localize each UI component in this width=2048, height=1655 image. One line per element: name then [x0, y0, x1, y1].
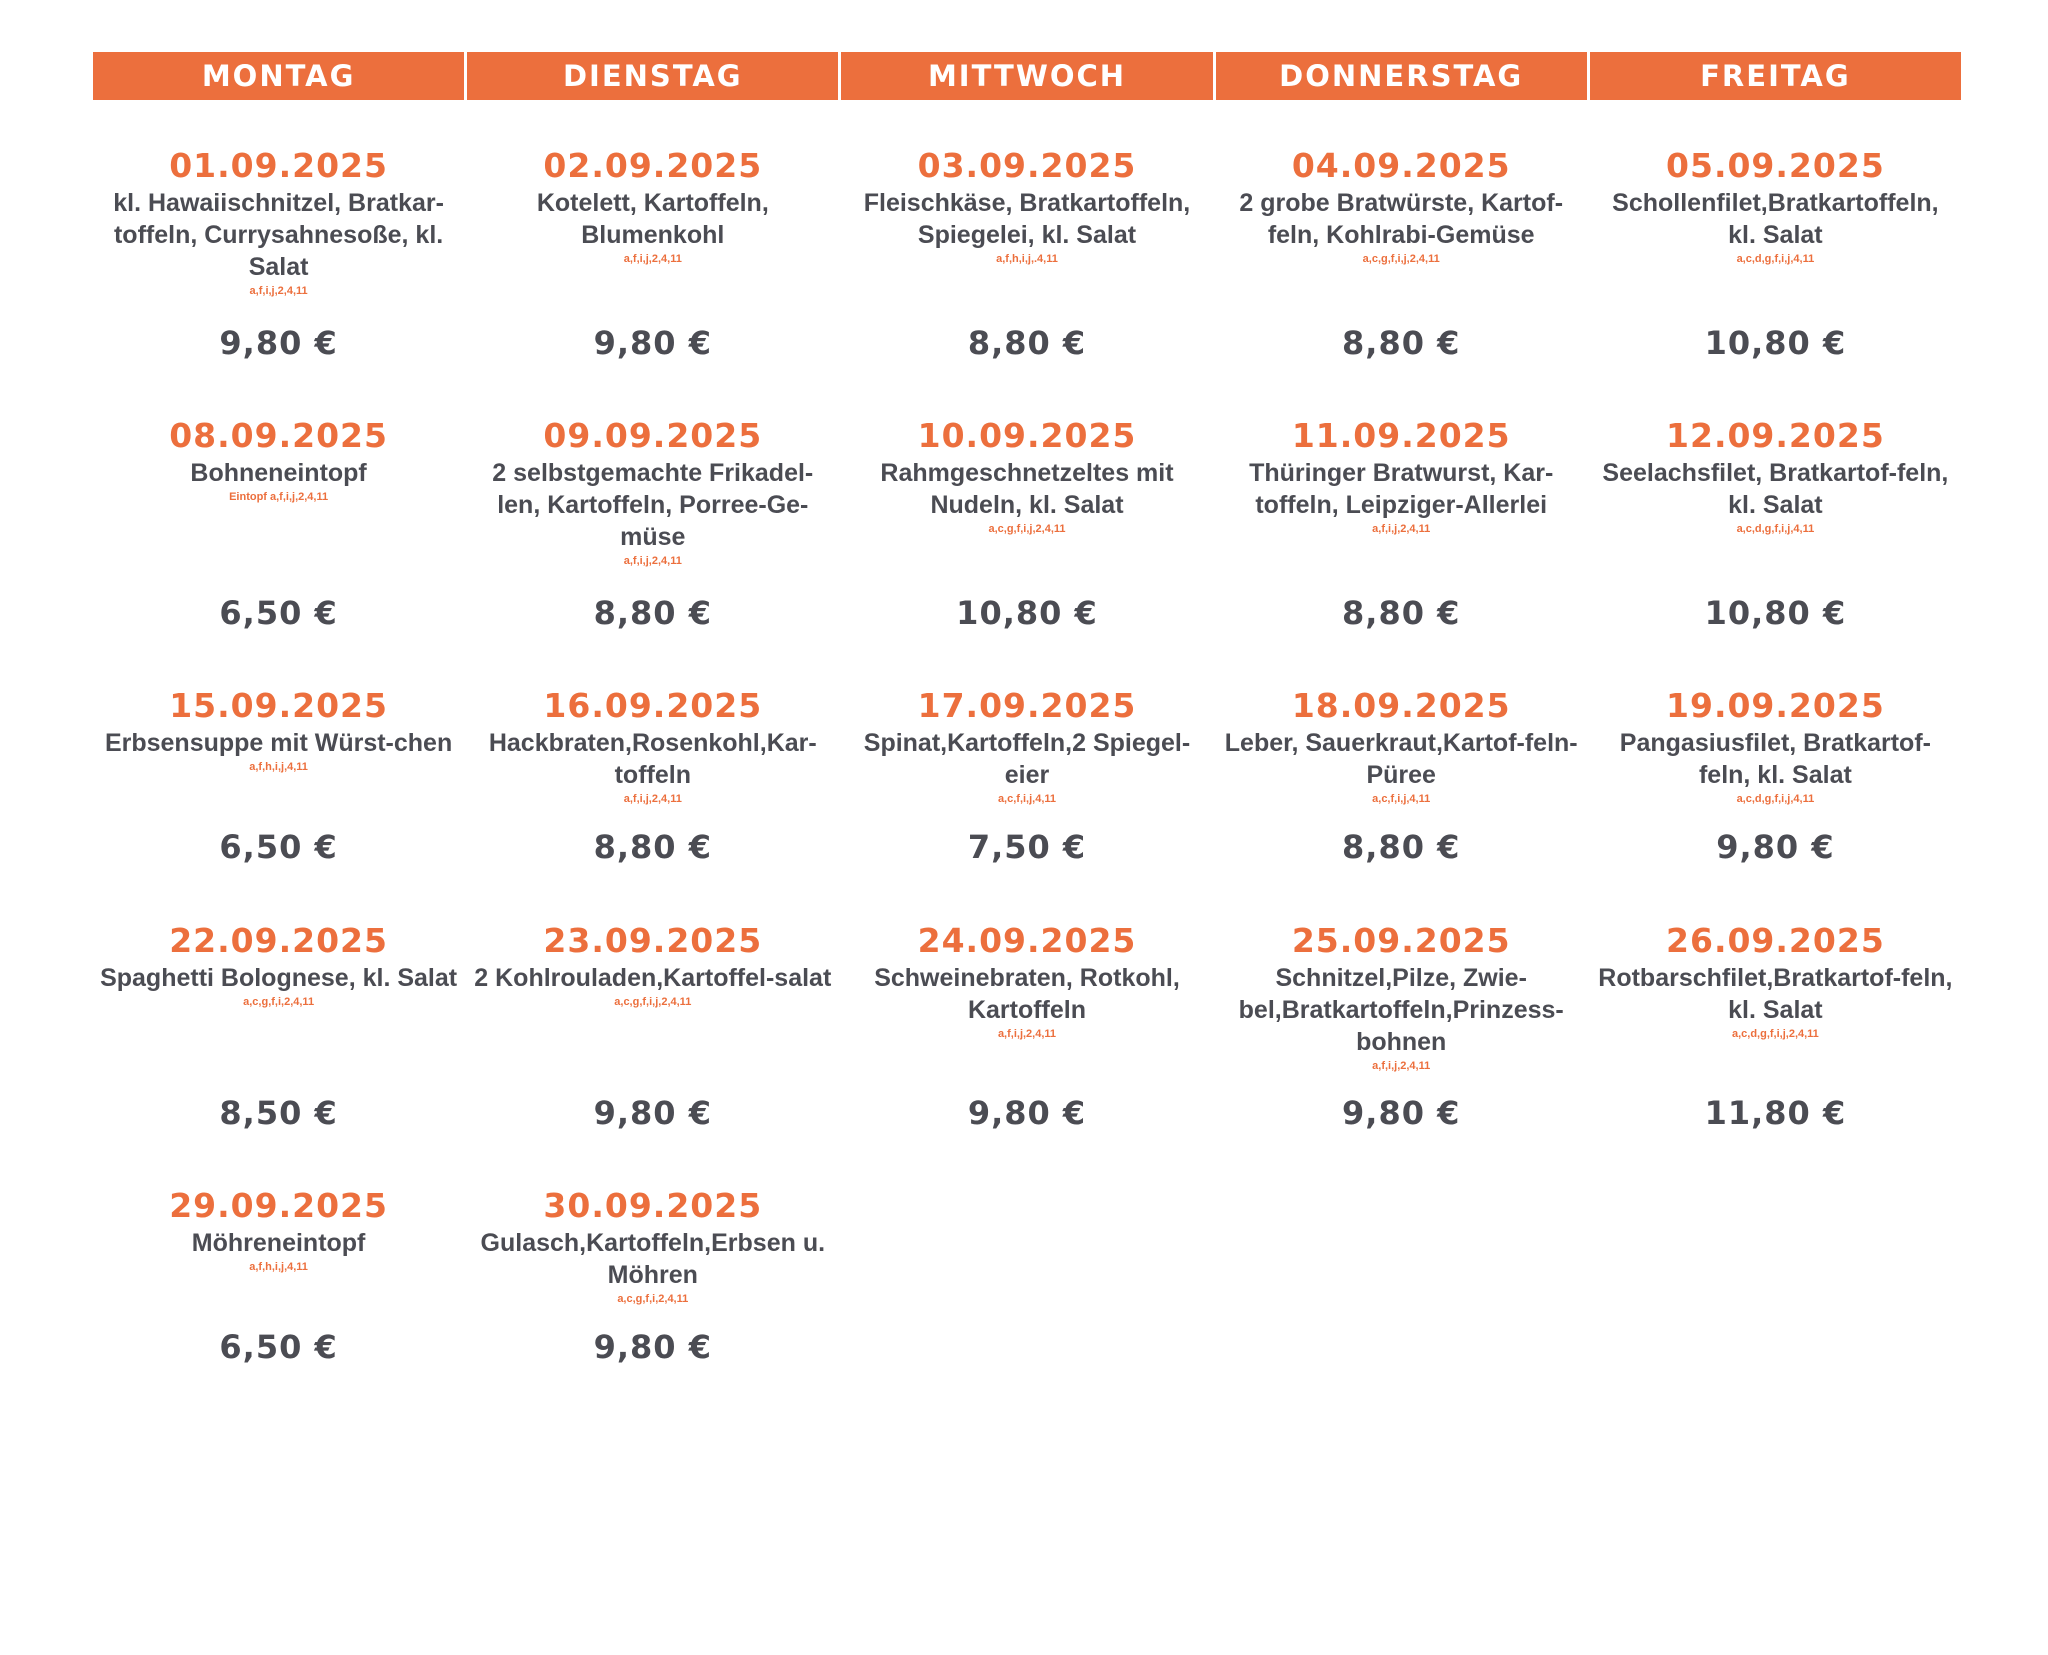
menu-price: 7,50 € [967, 828, 1087, 866]
menu-cell [841, 920, 1212, 1185]
menu-dish: 2 grobe Bratwürste, Kartof-feln, Kohlrabi-Gemüse [1239, 189, 1564, 249]
menu-dish: Erbsensuppe mit Würst-chen [104, 729, 453, 757]
menu-allergens: a,f,i,j,2,4,11 [997, 1028, 1057, 1040]
menu-date: 17.09.2025 [917, 686, 1137, 725]
menu-allergens: a,c,d,g,f,i,j,2,4,11 [1731, 1028, 1819, 1040]
menu-price: 8,80 € [1342, 324, 1461, 362]
menu-cell [1216, 920, 1587, 1185]
menu-dish: 2 selbstgemachte Frikadel-len, Kartoffeln, Porree-Ge-müse [492, 459, 814, 551]
menu-price: 8,50 € [219, 1094, 338, 1132]
menu-price: 8,80 € [593, 828, 712, 866]
menu-date: 08.09.2025 [169, 416, 388, 455]
menu-dish: Spinat,Kartoffeln,2 Spiegel-eier [863, 729, 1191, 789]
menu-date: 18.09.2025 [1291, 686, 1511, 725]
menu-date: 02.09.2025 [543, 146, 763, 185]
day-header-freitag: FREITAG [1590, 52, 1961, 100]
menu-price: 11,80 € [1704, 1094, 1847, 1132]
menu-allergens: a,c,g,f,i,j,2,4,11 [614, 996, 692, 1008]
menu-dish: Pangasiusfilet, Bratkartof-feln, kl. Salat [1619, 729, 1931, 789]
menu-cell [467, 415, 838, 685]
menu-price: 6,50 € [219, 594, 338, 632]
menu-dish: Leber, Sauerkraut,Kartof-feln-Püree [1224, 729, 1578, 789]
menu-date: 26.09.2025 [1666, 921, 1885, 960]
menu-cell [1216, 685, 1587, 920]
menu-date: 12.09.2025 [1666, 416, 1885, 455]
menu-price: 8,80 € [593, 594, 712, 632]
menu-date: 03.09.2025 [917, 146, 1137, 185]
menu-price: 10,80 € [1704, 324, 1847, 362]
menu-date: 16.09.2025 [543, 686, 763, 725]
menu-cell [1216, 415, 1587, 685]
menu-allergens: a,c,f,i,j,4,11 [1372, 793, 1431, 805]
menu-dish: Möhreneintopf [191, 1229, 366, 1257]
menu-allergens: a,f,i,j,2,4,11 [1372, 523, 1431, 535]
menu-date: 30.09.2025 [543, 1186, 763, 1225]
menu-cell [1590, 415, 1961, 685]
menu-price: 9,80 € [593, 324, 712, 362]
menu-dish: Hackbraten,Rosenkohl,Kar-toffeln [488, 729, 817, 789]
menu-allergens: a,f,i,j,2,4,11 [623, 793, 682, 805]
menu-allergens: a,c,g,f,i,2,4,11 [243, 996, 315, 1008]
menu-allergens: a,f,i,j,2,4,11 [249, 285, 308, 297]
menu-date: 11.09.2025 [1291, 416, 1511, 455]
menu-allergens: a,c,g,f,i,j,2,4,11 [988, 523, 1066, 535]
menu-dish: Schweinebraten, Rotkohl, Kartoffeln [874, 964, 1180, 1024]
menu-date: 01.09.2025 [169, 146, 388, 185]
menu-price: 9,80 € [593, 1094, 712, 1132]
menu-price: 9,80 € [1716, 828, 1835, 866]
menu-allergens: a,c,d,g,f,i,j,4,11 [1736, 253, 1815, 265]
menu-dish: Kotelett, Kartoffeln, Blumenkohl [536, 189, 769, 249]
day-header-mittwoch: MITTWOCH [841, 52, 1212, 100]
menu-allergens: a,c,f,i,j,4,11 [997, 793, 1057, 805]
day-header-donnerstag: DONNERSTAG [1216, 52, 1587, 100]
menu-date: 23.09.2025 [543, 921, 763, 960]
menu-price: 9,80 € [967, 1094, 1087, 1132]
menu-allergens: a,f,h,i,j,4,11 [249, 1261, 308, 1273]
menu-allergens: a,f,h,i,j,4,11 [249, 761, 308, 773]
menu-date: 19.09.2025 [1666, 686, 1885, 725]
menu-allergens: a,c,d,g,f,i,j,4,11 [1736, 523, 1815, 535]
menu-price: 10,80 € [956, 594, 1098, 632]
menu-cell [93, 685, 464, 920]
menu-date: 24.09.2025 [917, 921, 1137, 960]
menu-dish: kl. Hawaiischnitzel, Bratkar-toffeln, Currysahnesoße, kl. Salat [113, 189, 444, 281]
menu-price: 8,80 € [967, 324, 1087, 362]
menu-allergens: a,c,d,g,f,i,j,4,11 [1736, 793, 1815, 805]
menu-price: 6,50 € [219, 828, 338, 866]
menu-price: 6,50 € [219, 1328, 338, 1366]
menu-dish: Schollenfilet,Bratkartoffeln, kl. Salat [1612, 189, 1939, 249]
weekday-header [93, 52, 1961, 100]
menu-dish: Gulasch,Kartoffeln,Erbsen u. Möhren [480, 1229, 826, 1289]
menu-date: 04.09.2025 [1291, 146, 1511, 185]
day-header-dienstag: DIENSTAG [467, 52, 838, 100]
menu-allergens: a,f,i,j,2,4,11 [1372, 1060, 1431, 1072]
menu-allergens: a,f,h,i,j,.4,11 [996, 253, 1058, 265]
menu-dish: Rotbarschfilet,Bratkartof-feln, kl. Salat [1598, 964, 1953, 1024]
menu-dish: Rahmgeschnetzeltes mit Nudeln, kl. Salat [880, 459, 1174, 519]
menu-dish: Schnitzel,Pilze, Zwie-bel,Bratkartoffeln,Prinzess-bohnen [1238, 964, 1564, 1056]
menu-price: 9,80 € [219, 324, 338, 362]
menu-cell [1590, 920, 1961, 1185]
menu-dish: Bohneneintopf [190, 459, 367, 487]
menu-allergens: a,c,g,f,i,2,4,11 [617, 1293, 689, 1305]
menu-dish: Spaghetti Bolognese, kl. Salat [100, 964, 458, 992]
menu-price: 8,80 € [1342, 828, 1461, 866]
menu-allergens: a,c,g,f,i,j,2,4,11 [1362, 253, 1440, 265]
menu-cell [1216, 145, 1587, 415]
menu-dish: 2 Kohlrouladen,Kartoffel-salat [474, 964, 832, 992]
menu-cell [841, 145, 1212, 415]
menu-date: 15.09.2025 [169, 686, 388, 725]
menu-date: 05.09.2025 [1666, 146, 1885, 185]
menu-allergens: Eintopf a,f,i,j,2,4,11 [229, 491, 329, 503]
menu-price: 8,80 € [1342, 594, 1461, 632]
menu-date: 29.09.2025 [169, 1186, 388, 1225]
menu-date: 25.09.2025 [1291, 921, 1511, 960]
menu-dish: Seelachsfilet, Bratkartof-feln, kl. Salat [1602, 459, 1949, 519]
menu-cell [467, 685, 838, 920]
menu-cell [467, 1185, 838, 1420]
menu-cell [1590, 685, 1961, 920]
menu-date: 09.09.2025 [543, 416, 763, 455]
menu-cell [841, 415, 1212, 685]
menu-cell [93, 1185, 464, 1420]
menu-dish: Thüringer Bratwurst, Kar-toffeln, Leipziger-Allerlei [1249, 459, 1554, 519]
menu-cell [93, 145, 464, 415]
menu-cell [467, 920, 838, 1185]
menu-cell [1590, 145, 1961, 415]
menu-price: 9,80 € [593, 1328, 712, 1366]
menu-grid [93, 145, 1961, 1420]
menu-allergens: a,f,i,j,2,4,11 [623, 253, 682, 265]
menu-date: 10.09.2025 [917, 416, 1137, 455]
menu-allergens: a,f,i,j,2,4,11 [623, 555, 682, 567]
menu-date: 22.09.2025 [169, 921, 388, 960]
menu-price: 10,80 € [1704, 594, 1847, 632]
menu-cell [93, 415, 464, 685]
menu-cell [467, 145, 838, 415]
menu-price: 9,80 € [1342, 1094, 1461, 1132]
menu-cell [841, 685, 1212, 920]
menu-cell [93, 920, 464, 1185]
menu-dish: Fleischkäse, Bratkartoffeln, Spiegelei, kl. Salat [863, 189, 1191, 249]
day-header-montag: MONTAG [93, 52, 464, 100]
